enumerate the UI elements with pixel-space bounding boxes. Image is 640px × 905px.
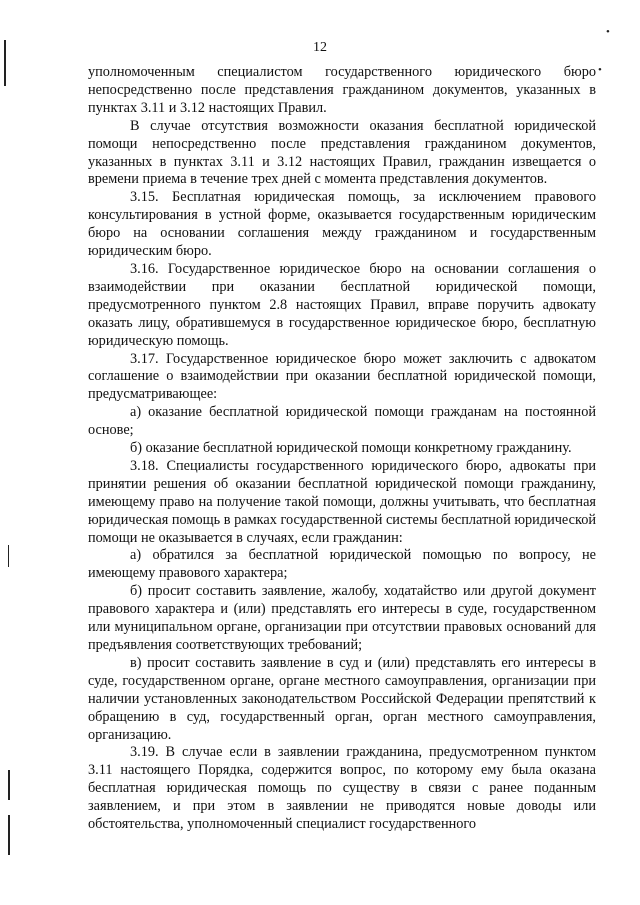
paragraph-3-18: 3.18. Специалисты государственного юридического бюро, адвокаты при принятии решения об оказании бесплатной юридической помощи гражданину, имеющему право на получение такой помощи, должны учитывать, что бесплатная юридическая помощь в рамках государственной системы бесплатной юридической помощи не оказывается в случаях, если гражданин: [88, 457, 596, 546]
paragraph-3-16: 3.16. Государственное юридическое бюро на основании соглашения о взаимодействии при оказании бесплатной юридической помощи, предусмотренного пунктом 2.8 настоящих Правил, вправе поручить адвокату оказать лицу, обратившемуся в государственное юридическое бюро, бесплатную юридическую помощь. [88, 260, 596, 349]
scan-edge-mark [8, 545, 9, 567]
paragraph-no-immediate-help: В случае отсутствия возможности оказания бесплатной юридической помощи непосредственно после представления гражданином документов, указанных в пунктах 3.11 и 3.12 настоящих Правил, гражданин извещается о времени приема в течение трех дней с момента представления документов. [88, 117, 596, 188]
scan-corner-speck: • [598, 64, 602, 76]
paragraph-3-17: 3.17. Государственное юридическое бюро может заключить с адвокатом соглашение о взаимодействии при оказании бесплатной юридической помощи, предусматривающее: [88, 350, 596, 403]
paragraph-3-17-b: б) оказание бесплатной юридической помощи конкретному гражданину. [130, 440, 572, 457]
document-body [88, 64, 596, 834]
paragraph-3-18-a: а) обратился за бесплатной юридической помощью по вопросу, не имеющему правового характера; [88, 547, 596, 582]
page-number: 12 [313, 40, 327, 55]
paragraph-continuation: уполномоченным специалистом государственного юридического бюро непосредственно после представления гражданином документов, указанных в пунктах 3.11 и 3.12 настоящих Правил. [88, 64, 596, 116]
scan-edge-mark [4, 40, 6, 86]
scan-edge-mark [8, 815, 10, 855]
scan-corner-speck: • [606, 26, 610, 38]
paragraph-3-15: 3.15. Бесплатная юридическая помощь, за исключением правового консультирования в устной форме, оказывается государственным юридическим бюро на основании соглашения между гражданином и государственным юридическим бюро. [88, 189, 596, 260]
paragraph-3-18-b: б) просит составить заявление, жалобу, ходатайство или другой документ правового характера и (или) представлять его интересы в суде, государственном или муниципальном органе, организации при отсутствии правовых оснований для предъявления соответствующих требований; [88, 583, 596, 653]
scan-edge-mark [8, 770, 10, 800]
paragraph-3-19: 3.19. В случае если в заявлении гражданина, предусмотренном пунктом 3.11 настоящего Порядка, содержится вопрос, по которому ему была оказана бесплатная юридическая помощь по существу в связи с ранее поданным заявлением, и при этом в заявлении не приводятся новые доводы или обстоятельства, уполномоченный специалист государственного [88, 744, 596, 833]
paragraph-3-18-c: в) просит составить заявление в суд и (или) представлять его интересы в суде, государственном органе, органе местного самоуправления, организации при наличии установленных законодательством Российской Федерации препятствий к обращению в суд, государственный орган, орган местного самоуправления, организацию. [88, 654, 596, 743]
paragraph-3-17-a: а) оказание бесплатной юридической помощи гражданам на постоянной основе; [88, 404, 596, 439]
